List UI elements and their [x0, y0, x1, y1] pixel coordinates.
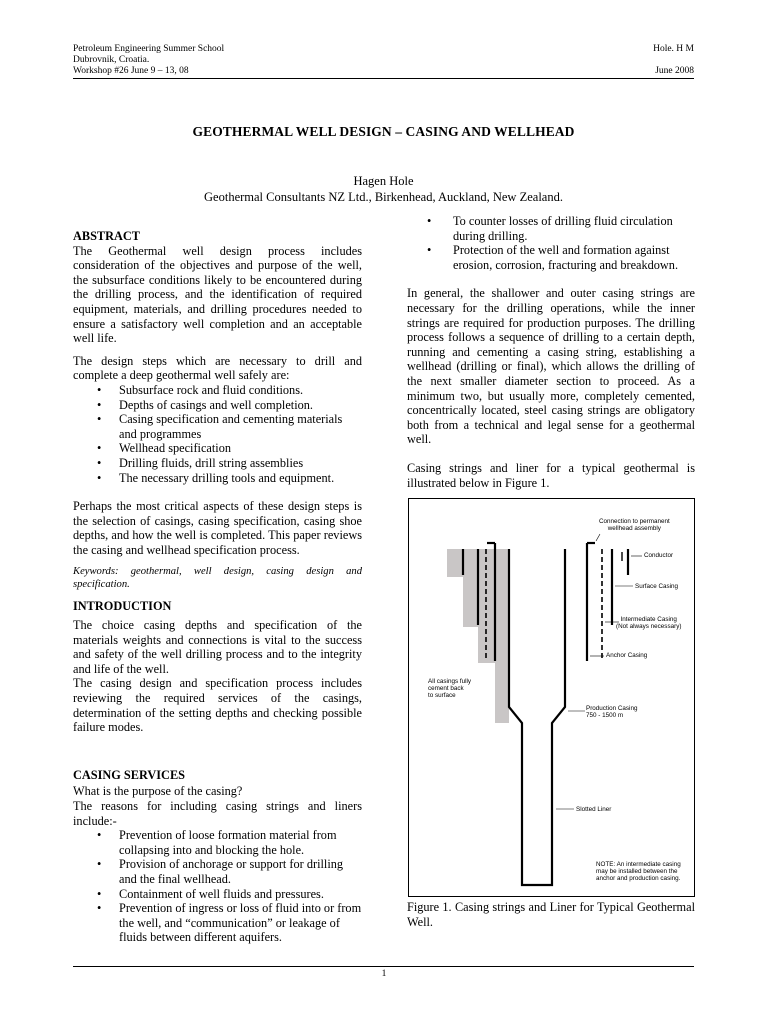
cement-surface: [463, 549, 478, 627]
header-author-short: Hole. H M: [653, 44, 694, 54]
page-number: 1: [381, 969, 387, 979]
header-line-1: Petroleum Engineering Summer School: [73, 44, 225, 54]
list-item: • Depths of casings and well completion.: [73, 398, 362, 413]
list-item: • Prevention of loose formation material from collapsing into and blocking the hole.: [73, 828, 362, 857]
list-item: • Prevention of ingress or loss of fluid into or from the well, and “communication” or leakage of fluids between different aquifers.: [73, 901, 362, 945]
label-production-casing: Production Casing 750 - 1500 m: [586, 705, 638, 719]
label-intermediate-casing: Intermediate Casing (Not always necessary): [616, 616, 682, 630]
casing-reasons-list-continued: [407, 214, 695, 272]
label-cemented: All casings fully cement back to surface: [428, 678, 472, 699]
label-slotted-liner: Slotted Liner: [576, 806, 612, 813]
header-line-3: Workshop #26 June 9 – 13, 08: [73, 66, 189, 76]
label-conductor: Conductor: [644, 552, 674, 559]
list-item: • Casing specification and cementing materials and programmes: [73, 412, 362, 441]
right-column: [407, 214, 695, 490]
abstract-paragraph-2: The design steps which are necessary to drill and complete a deep geothermal well safely are:: [73, 353, 362, 383]
keywords: Keywords: geothermal, well design, casing design and specification.: [73, 566, 362, 591]
left-column: [73, 229, 362, 945]
list-item: • Drilling fluids, drill string assemblies: [73, 456, 362, 471]
list-item: • Protection of the well and formation against erosion, corrosion, fracturing and breakdown.: [407, 243, 695, 272]
casing-services-intro: The reasons for including casing strings and liners include:-: [73, 799, 362, 828]
introduction-heading: INTRODUCTION: [73, 599, 172, 614]
label-surface-casing: Surface Casing: [635, 583, 679, 590]
design-steps-list: [73, 383, 362, 485]
cement-conductor: [447, 549, 463, 577]
footer-rule: [73, 966, 694, 967]
author-block: [73, 173, 694, 205]
leader-connection: [596, 534, 600, 541]
figure-caption: Figure 1. Casing strings and Liner for Typical Geothermal Well.: [407, 900, 695, 929]
author-affiliation: Geothermal Consultants NZ Ltd., Birkenhead, Auckland, New Zealand.: [204, 190, 563, 204]
abstract-heading: ABSTRACT: [73, 229, 140, 243]
cement-anchor: [495, 549, 509, 723]
list-item: • The necessary drilling tools and equipment.: [73, 471, 362, 486]
header-rule: [73, 78, 694, 79]
label-anchor-casing: Anchor Casing: [606, 652, 648, 659]
label-connection: Connection to permanent wellhead assembly: [599, 518, 670, 532]
casing-services-heading: CASING SERVICES: [73, 767, 185, 782]
production-casing-and-liner: [509, 549, 565, 885]
abstract-paragraph-1: The Geothermal well design process includes consideration of the objectives and purpose of the well, the subsurface conditions likely to be encountered during the drilling process, and the identification of required equipment, materials, and drilling procedures needed to ensure a satisfactory well completion and an acceptable well life.: [73, 243, 362, 346]
label-note: NOTE: An intermediate casing may be installed between the anchor and production casing.: [596, 861, 681, 882]
running-header-right: [653, 44, 694, 77]
author-name: Hagen Hole: [353, 174, 414, 188]
list-item: • Provision of anchorage or support for drilling and the final wellhead.: [73, 857, 362, 886]
introduction-paragraph-1: The choice casing depths and specification of the materials weights and connections is vital to the success and safety of the well drilling process and to the integrity and life of the well.: [73, 618, 362, 676]
list-item: • To counter losses of drilling fluid circulation during drilling.: [407, 214, 695, 243]
casing-strings-paragraph: In general, the shallower and outer casing strings are necessary for the drilling operations, while the inner strings are required for production purposes. The drilling process follows a sequence of drilling to a certain depth, running and cementing a casing string, establishing a wellhead (drilling or final), which allows the drilling of the next smaller diameter section to proceed. As a minimum two, but usually more, completely cemented, concentrically located, steel casing strings are obligatory both from a technical and legal sense for a geothermal well.: [407, 286, 695, 447]
figure-intro-paragraph: Casing strings and liner for a typical geothermal is illustrated below in Figure 1.: [407, 460, 695, 490]
header-date: June 2008: [655, 66, 694, 76]
list-item: • Subsurface rock and fluid conditions.: [73, 383, 362, 398]
list-item: • Containment of well fluids and pressures.: [73, 887, 362, 902]
casing-services-question: What is the purpose of the casing?: [73, 784, 243, 799]
casing-diagram-figure: [408, 498, 695, 897]
paper-title: GEOTHERMAL WELL DESIGN – CASING AND WELLHEAD: [192, 124, 575, 139]
list-item: • Wellhead specification: [73, 441, 362, 456]
casing-reasons-list: [73, 828, 362, 945]
running-header-left: [73, 44, 224, 77]
introduction-paragraph-2: The casing design and specification process includes reviewing the required services of the casings, determination of the setting depths and checking possible failure modes.: [73, 676, 362, 735]
header-line-2: Dubrovnik, Croatia.: [73, 55, 150, 65]
abstract-paragraph-3: Perhaps the most critical aspects of these design steps is the selection of casings, casing specification, casing shoe depths, and how the well is completed. This paper reviews the casing and wellhead specification process.: [73, 499, 362, 557]
